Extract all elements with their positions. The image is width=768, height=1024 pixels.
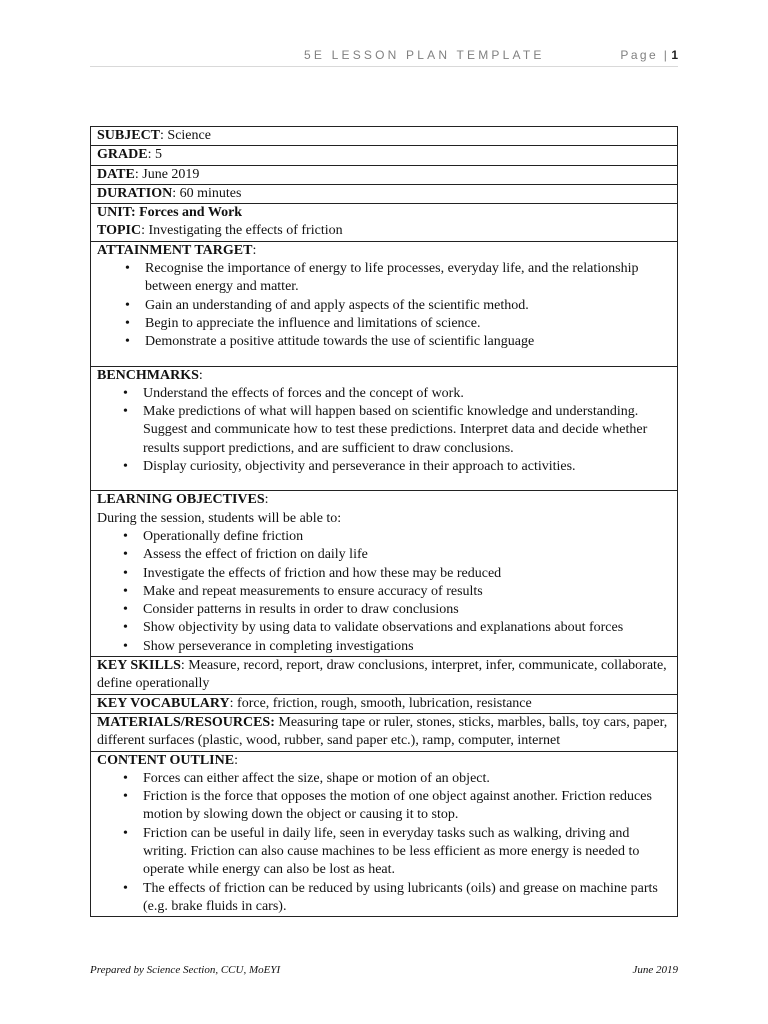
list-item: • Begin to appreciate the influence and limitations of science. (125, 315, 671, 333)
attainment-target-list (97, 260, 671, 351)
date-label: DATE (97, 166, 135, 182)
list-item: • Assess the effect of friction on daily life (123, 546, 671, 564)
list-item: • Friction can be useful in daily life, seen in everyday tasks such as walking, driving and writing. Friction can also cause machines to be less efficient as more energy is needed to operate while energy can also be lost as heat. (123, 825, 671, 880)
topic-value: : Investigating the effects of friction (141, 223, 343, 239)
lesson-plan-table (90, 126, 678, 917)
footer-date: June 2019 (632, 964, 678, 976)
list-item: • Forces can either affect the size, shape or motion of an object. (123, 770, 671, 788)
list-item: • Understand the effects of forces and the concept of work. (123, 385, 671, 403)
benchmarks-label: BENCHMARKS (97, 367, 199, 383)
grade-value: : 5 (147, 147, 162, 163)
topic-line (97, 222, 671, 240)
content-outline-list (97, 770, 671, 916)
subject-label: SUBJECT (97, 128, 161, 143)
learning-objectives-row (91, 491, 678, 657)
list-item: • The effects of friction can be reduced by using lubricants (oils) and grease on machine parts (e.g. brake fluids in cars). (123, 880, 671, 917)
document-title: 5E LESSON PLAN TEMPLATE (304, 48, 545, 62)
unit-topic-row (91, 204, 678, 242)
list-item: • Make predictions of what will happen based on scientific knowledge and understanding. Suggest and communicate how to test these predictions. Interpret data and decide whether results support predictions, and are sufficient to draw conclusions. (123, 403, 671, 458)
benchmarks-suffix: : (198, 367, 203, 383)
page-number (620, 48, 678, 62)
list-item: • Recognise the importance of energy to life processes, everyday life, and the relationship between energy and matter. (125, 260, 671, 297)
list-item: • Make and repeat measurements to ensure accuracy of results (123, 583, 671, 601)
content-outline-label: CONTENT OUTLINE (97, 752, 235, 768)
duration-value: : 60 minutes (172, 185, 242, 201)
grade-row (91, 146, 678, 165)
key-vocabulary-label: KEY VOCABULARY (97, 695, 230, 711)
duration-label: DURATION (97, 185, 173, 201)
learning-objectives-list (97, 528, 671, 656)
key-vocabulary-row (91, 694, 678, 713)
page-footer (90, 964, 678, 976)
list-item: • Friction is the force that opposes the motion of one object against another. Friction reduces motion by slowing down the object or causing it to stop. (123, 788, 671, 825)
list-item: • Gain an understanding of and apply aspects of the scientific method. (125, 297, 671, 315)
key-skills-label: KEY SKILLS (97, 658, 181, 674)
unit-line (97, 204, 671, 222)
key-vocabulary-value: : force, friction, rough, smooth, lubrication, resistance (229, 695, 532, 711)
list-item: • Consider patterns in results in order to draw conclusions (123, 601, 671, 619)
date-value: : June 2019 (134, 166, 200, 182)
list-item: • Investigate the effects of friction and how these may be reduced (123, 565, 671, 583)
duration-row (91, 184, 678, 203)
attainment-target-suffix: : (252, 242, 257, 258)
attainment-target-row (91, 241, 678, 366)
page-header (90, 46, 678, 67)
materials-value: Measuring tape or ruler, stones, sticks, marbles, balls, toy cars, paper, different surfaces (plastic, wood, rubber, sand paper etc.), ramp, computer, internet (97, 714, 668, 749)
list-item: • Demonstrate a positive attitude towards the use of scientific language (125, 333, 671, 351)
footer-prepared-by: Prepared by Science Section, CCU, MoEYI (90, 964, 281, 976)
key-skills-row (91, 657, 678, 695)
list-item: • Show objectivity by using data to validate observations and explanations about forces (123, 619, 671, 637)
subject-row (91, 127, 678, 146)
learning-objectives-suffix: : (264, 492, 269, 508)
topic-label: TOPIC (97, 223, 142, 239)
content-outline-suffix: : (234, 752, 238, 768)
page-number-value: 1 (671, 48, 678, 62)
list-item: • Operationally define friction (123, 528, 671, 546)
date-row (91, 165, 678, 184)
unit-label: UNIT: Forces and Work (97, 205, 243, 221)
materials-row (91, 713, 678, 751)
materials-label: MATERIALS/RESOURCES: (97, 714, 275, 730)
attainment-target-label: ATTAINMENT TARGET (97, 242, 253, 258)
learning-objectives-intro: During the session, students will be able to: (97, 510, 342, 526)
subject-value: : Science (160, 128, 211, 143)
key-skills-value: : Measure, record, report, draw conclusions, interpret, infer, communicate, collaborate, define operationally (97, 658, 667, 692)
content-outline-row (91, 751, 678, 917)
benchmarks-list (97, 385, 671, 476)
grade-label: GRADE (97, 147, 148, 163)
page-label: Page | (620, 48, 670, 62)
benchmarks-row (91, 366, 678, 491)
list-item: • Show perseverance in completing investigations (123, 638, 671, 656)
learning-objectives-label: LEARNING OBJECTIVES (97, 492, 265, 508)
list-item: • Display curiosity, objectivity and perseverance in their approach to activities. (123, 458, 671, 476)
